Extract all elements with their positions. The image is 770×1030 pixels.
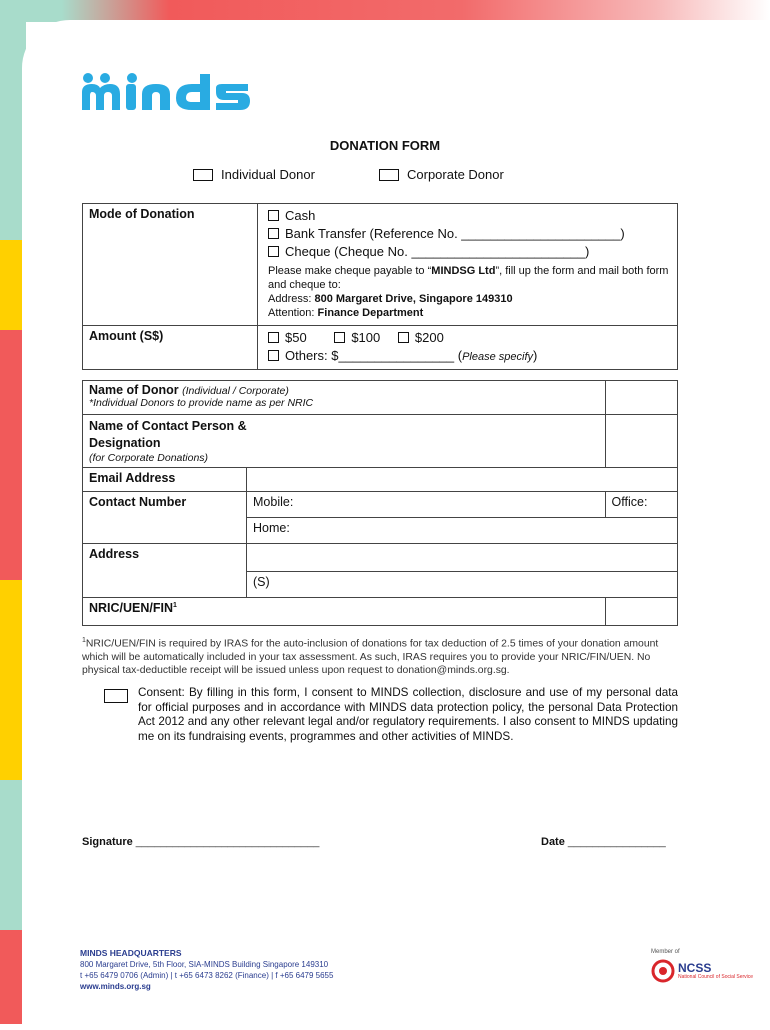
corporate-donor-label: Corporate Donor [407, 167, 504, 182]
form-title: DONATION FORM [329, 138, 441, 153]
bank-transfer-label: Bank Transfer (Reference No. ______________________) [285, 226, 625, 241]
cash-option[interactable] [268, 207, 671, 225]
bank-transfer-checkbox[interactable] [268, 228, 279, 239]
amount-200-option[interactable]: $200 [398, 330, 444, 345]
decorative-top-band [0, 0, 770, 22]
mailing-address: 800 Margaret Drive, Singapore 149310 [314, 293, 513, 305]
individual-donor-option[interactable] [193, 167, 315, 182]
postal-label: (S) [253, 575, 270, 589]
donor-name-label: Name of Donor (Individual / Corporate) [89, 383, 289, 397]
minds-logo [80, 72, 280, 114]
cash-label: Cash [285, 208, 316, 223]
ncss-text: NCSS [678, 961, 712, 975]
individual-donor-label: Individual Donor [221, 167, 315, 182]
donor-details-table [82, 380, 678, 626]
ncss-subtitle: National Council of Social Service [678, 974, 754, 980]
hq-address: 800 Margaret Drive, 5th Floor, SIA-MINDS Building Singapore 149310 [80, 960, 329, 969]
corporate-donor-option[interactable] [379, 167, 504, 182]
date-label: Date [541, 836, 565, 848]
mode-label: Mode of Donation [83, 204, 258, 326]
attention-department: Finance Department [317, 307, 424, 319]
amount-other-checkbox[interactable] [268, 350, 279, 361]
donor-name-note: *Individual Donors to provide name as per NRIC [89, 397, 314, 409]
hq-title: MINDS HEADQUARTERS [80, 948, 182, 958]
website-link[interactable]: www.minds.org.sg [80, 982, 151, 991]
amount-100-checkbox[interactable] [334, 332, 345, 343]
signature-label: Signature [82, 836, 133, 848]
address-line-field[interactable] [247, 544, 678, 572]
nric-label: NRIC/UEN/FIN$^1$ [83, 598, 606, 626]
amount-50-option[interactable]: $50 [268, 330, 307, 345]
mobile-field[interactable] [247, 492, 606, 518]
postal-code-field[interactable] [247, 572, 678, 598]
office-field[interactable] [605, 492, 677, 518]
date-field[interactable]: Date ________________ [541, 836, 666, 848]
email-label: Email Address [83, 468, 247, 492]
consent-checkbox[interactable] [104, 689, 128, 703]
hq-phones: t +65 6479 0706 (Admin) | t +65 6473 8262 (Finance) | f +65 6479 5655 [80, 971, 334, 980]
contact-person-label: Name of Contact Person & Designation [89, 419, 247, 450]
ncss-emblem-icon [651, 958, 675, 984]
nric-field[interactable] [605, 598, 677, 626]
contact-person-hint: (for Corporate Donations) [89, 452, 209, 464]
payee-name: MINDSG Ltd [431, 265, 496, 277]
bank-transfer-option[interactable] [268, 225, 671, 243]
cash-checkbox[interactable] [268, 210, 279, 221]
office-label: Office: [611, 495, 648, 509]
mobile-label: Mobile: [253, 495, 294, 509]
headquarters-footer [80, 948, 333, 992]
corporate-donor-checkbox[interactable] [379, 169, 399, 181]
email-field[interactable] [247, 468, 678, 492]
cheque-instructions: Please make cheque payable to “MINDSG Ltd”, fill up the form and mail both form and cheque to: Address: 800 Margaret Drive, Singapore 149310 Attention: Finance Department [268, 265, 669, 319]
member-of-label: Member of [651, 949, 680, 955]
home-field[interactable] [247, 518, 678, 544]
signature-field[interactable]: Signature ______________________________ [82, 836, 320, 848]
donation-details-table [82, 203, 678, 370]
contact-person-field[interactable] [605, 415, 677, 468]
address-label: Address [83, 544, 247, 598]
ncss-logo [651, 958, 753, 984]
contact-number-label: Contact Number [83, 492, 247, 544]
individual-donor-checkbox[interactable] [193, 169, 213, 181]
amount-50-checkbox[interactable] [268, 332, 279, 343]
amount-label: Amount (S$) [83, 326, 258, 370]
consent-text: Consent: By filling in this form, I consent to MINDS collection, disclosure and use of my personal data for official purposes and in accordance with MINDS data protection policy, the personal Data Protection Act 2012 and any other relevant legal and/or regulatory requirements. I also consent to MINDS updating me on its fundraising events, programmes and other activities of MINDS. [138, 686, 678, 743]
cheque-label: Cheque (Cheque No. ________________________) [285, 244, 590, 259]
amount-100-option[interactable]: $100 [334, 330, 380, 345]
cheque-checkbox[interactable] [268, 246, 279, 257]
amount-200-checkbox[interactable] [398, 332, 409, 343]
amount-other-option[interactable]: Others: $________________ (Please specify) [268, 347, 671, 366]
donor-name-field[interactable] [605, 381, 677, 415]
home-label: Home: [253, 521, 290, 535]
nric-footnote: $^1$NRIC/UEN/FIN is required by IRAS for the auto-inclusion of donations for tax deduction of 2.5 times of your donation amount which will be automatically included in your tax assessment. As such, IRAS requires you to provide your NRIC/FIN/UEN. No physical tax-deductible receipt will be issued unless upon request to donation@minds.org.sg. [82, 637, 659, 677]
cheque-option[interactable] [268, 243, 671, 261]
